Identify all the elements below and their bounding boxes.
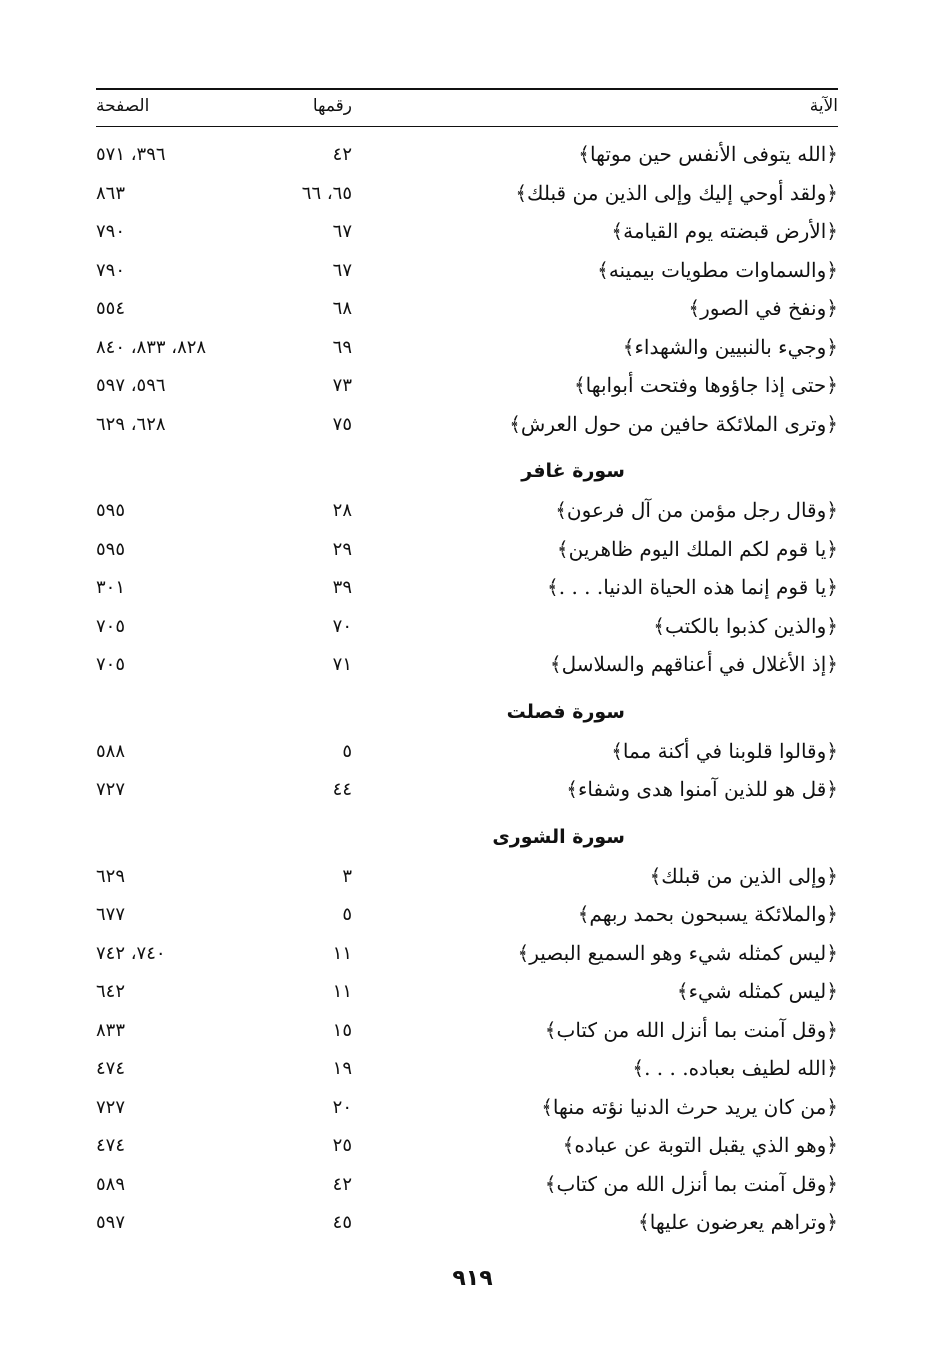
index-row: [96, 1095, 838, 1131]
index-row: [96, 739, 838, 775]
ayah-number: ٢٩: [332, 538, 352, 560]
ayah-text: ﴿قل هو للذين آمنوا هدى وشفاء﴾: [566, 777, 838, 801]
page-refs: ٥٩٧: [96, 1212, 126, 1233]
page-refs: ٥٨٩: [96, 1173, 126, 1195]
ayah-number: ٤٢: [332, 1173, 352, 1195]
page-refs: ٧٢٧: [96, 779, 126, 800]
index-row: [96, 864, 838, 900]
ayah-number: ٦٧: [332, 259, 352, 281]
index-row: [96, 614, 838, 650]
page-refs: ٣٠١: [96, 577, 126, 598]
ayah-text: ﴿ليس كمثله شيء وهو السميع البصير﴾: [517, 940, 838, 965]
index-row: [96, 498, 838, 534]
ayah-number: ٦٥، ٦٦: [301, 182, 352, 204]
surah-heading: سورة الشورى: [492, 825, 625, 848]
index-row: [96, 258, 838, 294]
ayah-number: ٧٣: [332, 375, 352, 396]
page-refs: ٧٢٧: [96, 1096, 126, 1118]
page-refs: ٤٧٤: [96, 1135, 126, 1156]
ayah-text: ﴿حتى إذا جاؤوها وفتحت أبوابها﴾: [573, 373, 838, 397]
page-refs: ٥٥٤: [96, 298, 126, 319]
ayah-column-header: الآية: [809, 96, 838, 116]
page-column-header: الصفحة: [96, 96, 150, 116]
ayah-number: ١١: [332, 942, 352, 964]
index-row: [96, 412, 838, 448]
ayah-text: ﴿إذ الأغلال في أعناقهم والسلاسل﴾: [549, 652, 838, 676]
ayah-number: ١٥: [332, 1019, 352, 1041]
page-refs: ٨٢٨، ٨٣٣، ٨٤٠: [96, 336, 207, 358]
index-row: [96, 1172, 838, 1208]
ayah-text: ﴿ليس كمثله شيء﴾: [676, 979, 838, 1003]
page-refs: ٧٠٥: [96, 615, 126, 637]
ayah-text: ﴿وقال رجل مؤمن من آل فرعون﴾: [555, 498, 838, 522]
ayah-text: ﴿وترى الملائكة حافين من حول العرش﴾: [509, 411, 838, 436]
index-row: [96, 181, 838, 217]
ayah-text: ﴿والذين كذبوا بالكتب﴾: [653, 613, 838, 638]
ayah-number: ٤٤: [332, 779, 352, 800]
index-row: [96, 296, 838, 332]
index-header: [96, 88, 838, 128]
ayah-number: ٥: [342, 904, 352, 925]
ayah-number: ٢٥: [332, 1135, 352, 1156]
ayah-text: ﴿وهو الذي يقبل التوبة عن عباده﴾: [562, 1133, 838, 1157]
ayah-number: ٣٩: [332, 577, 352, 598]
page-refs: ٥٩٥: [96, 500, 126, 521]
index-row: [96, 652, 838, 688]
page-refs: ٦٢٩: [96, 865, 126, 887]
ayah-text: ﴿ولقد أوحي إليك وإلى الذين من قبلك﴾: [515, 180, 838, 205]
ayah-text: ﴿والسماوات مطويات بيمينه﴾: [597, 257, 838, 282]
ayah-number: ٤٥: [332, 1212, 352, 1233]
page-refs: ٤٧٤: [96, 1058, 126, 1079]
index-row: [96, 142, 838, 178]
ayah-text: ﴿وقالوا قلوبنا في أكنة مما﴾: [611, 738, 838, 763]
ayah-number: ٧٠: [332, 615, 352, 637]
ayah-number: ٢٨: [332, 500, 352, 521]
page-refs: ٥٨٨: [96, 740, 126, 762]
index-row: [96, 1056, 838, 1092]
ayah-number: ٥: [342, 740, 352, 762]
page-refs: ٨٦٣: [96, 182, 126, 204]
index-row: [96, 1210, 838, 1246]
index-row: [96, 373, 838, 409]
ayah-number: ٧٥: [332, 413, 352, 435]
ayah-number: ١١: [332, 981, 352, 1002]
ayah-text: ﴿وتراهم يعرضون عليها﴾: [638, 1210, 838, 1234]
ayah-text: ﴿الله يتوفى الأنفس حين موتها﴾: [578, 142, 838, 166]
ayah-number: ١٩: [332, 1058, 352, 1079]
header-bottom-rule: [96, 126, 838, 127]
ayah-text: ﴿وإلى الذين من قبلك﴾: [649, 863, 838, 888]
page-refs: ٦٢٨، ٦٢٩: [96, 413, 166, 435]
ayah-number: ٦٨: [332, 298, 352, 319]
page-refs: ٨٣٣: [96, 1019, 126, 1041]
index-row: [96, 777, 838, 813]
page-refs: ٦٧٧: [96, 904, 126, 925]
ayah-number: ٢٠: [332, 1096, 352, 1118]
ayah-number: ٤٢: [332, 144, 352, 165]
ayah-number: ٦٧: [332, 221, 352, 242]
ayah-text: ﴿الله لطيف بعباده. . . .﴾: [632, 1056, 838, 1080]
index-row: [96, 335, 838, 371]
index-row: [96, 537, 838, 573]
ayah-text: ﴿يا قوم لكم الملك اليوم ظاهرين﴾: [556, 536, 838, 561]
ayah-text: ﴿من كان يريد حرث الدنيا نؤته منها﴾: [541, 1094, 838, 1119]
index-row: [96, 1133, 838, 1169]
page-refs: ٥٩٥: [96, 538, 126, 560]
index-row: [96, 1018, 838, 1054]
index-row: [96, 979, 838, 1015]
page-refs: ٧٩٠: [96, 221, 126, 242]
page-refs: ٧٩٠: [96, 259, 126, 281]
surah-heading: سورة فصلت: [506, 700, 625, 723]
page-refs: ٥٩٦، ٥٩٧: [96, 375, 166, 396]
index-row: [96, 219, 838, 255]
page-refs: ٧٤٠، ٧٤٢: [96, 942, 166, 964]
ayah-text: ﴿وجيء بالنبيين والشهداء﴾: [622, 334, 838, 359]
ayah-text: ﴿والملائكة يسبحون بحمد ربهم﴾: [577, 902, 838, 926]
ayah-text: ﴿الأرض قبضته يوم القيامة﴾: [611, 219, 838, 243]
ayah-number: ٧١: [332, 654, 352, 675]
index-row: [96, 902, 838, 938]
index-row: [96, 941, 838, 977]
page-refs: ٣٩٦، ٥٧١: [96, 144, 166, 165]
header-top-rule: [96, 88, 838, 90]
ayah-text: ﴿وقل آمنت بما أنزل الله من كتاب﴾: [544, 1171, 838, 1196]
page-refs: ٦٤٢: [96, 981, 126, 1002]
ayah-text: ﴿ونفخ في الصور﴾: [688, 296, 838, 320]
page-refs: ٧٠٥: [96, 654, 126, 675]
number-column-header: رقمها: [312, 96, 352, 116]
surah-heading: سورة غافر: [521, 460, 625, 482]
ayah-number: ٦٩: [332, 336, 352, 358]
ayah-text: ﴿وقل آمنت بما أنزل الله من كتاب﴾: [544, 1017, 838, 1042]
page-number: ٩١٩: [452, 1266, 493, 1291]
index-row: [96, 575, 838, 611]
ayah-text: ﴿يا قوم إنما هذه الحياة الدنيا. . . .﴾: [547, 575, 838, 599]
ayah-number: ٣: [342, 865, 352, 887]
